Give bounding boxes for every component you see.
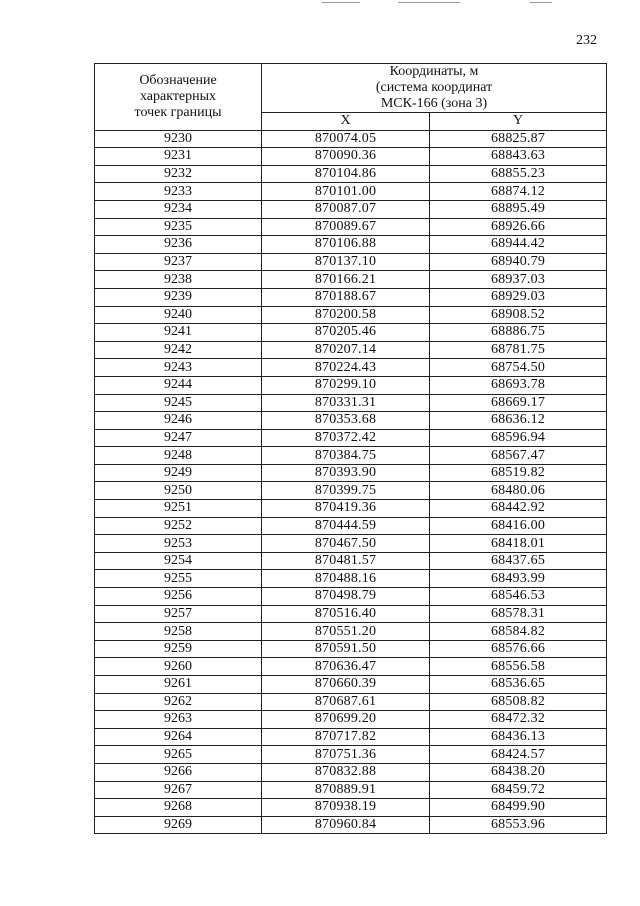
- y-cell: 68442.92: [430, 500, 607, 518]
- x-cell: 870087.07: [262, 200, 430, 218]
- y-cell: 68940.79: [430, 253, 607, 271]
- top-scan-rule: [398, 2, 460, 3]
- top-scan-rule: [530, 2, 552, 3]
- point-cell: 9230: [95, 130, 262, 148]
- header-point-line: Обозначение: [139, 72, 217, 88]
- table-row: [95, 588, 607, 606]
- x-cell: 870104.86: [262, 165, 430, 183]
- x-cell: 870960.84: [262, 816, 430, 834]
- table-row: [95, 464, 607, 482]
- y-cell: 68556.58: [430, 658, 607, 676]
- table-row: [95, 623, 607, 641]
- table-row: [95, 482, 607, 500]
- point-cell: 9256: [95, 588, 262, 606]
- x-cell: 870399.75: [262, 482, 430, 500]
- table-row: [95, 253, 607, 271]
- header-coords-line: (система координат: [375, 80, 493, 95]
- x-cell: 870889.91: [262, 781, 430, 799]
- y-cell: 68459.72: [430, 781, 607, 799]
- table-row: [95, 676, 607, 694]
- y-cell: 68493.99: [430, 570, 607, 588]
- point-cell: 9231: [95, 148, 262, 166]
- point-cell: 9248: [95, 447, 262, 465]
- x-cell: 870498.79: [262, 588, 430, 606]
- coordinates-table: [94, 63, 607, 834]
- y-cell: 68438.20: [430, 763, 607, 781]
- point-cell: 9241: [95, 324, 262, 342]
- table-row: [95, 183, 607, 201]
- y-cell: 68693.78: [430, 376, 607, 394]
- y-cell: 68576.66: [430, 640, 607, 658]
- table-row: [95, 165, 607, 183]
- y-cell: 68508.82: [430, 693, 607, 711]
- y-cell: 68584.82: [430, 623, 607, 641]
- x-cell: 870137.10: [262, 253, 430, 271]
- page-number: 232: [576, 33, 597, 48]
- y-cell: 68499.90: [430, 799, 607, 817]
- x-cell: 870205.46: [262, 324, 430, 342]
- header-y: Y: [430, 113, 607, 131]
- point-cell: 9244: [95, 376, 262, 394]
- table-row: [95, 130, 607, 148]
- point-cell: 9250: [95, 482, 262, 500]
- y-cell: 68781.75: [430, 341, 607, 359]
- point-cell: 9257: [95, 605, 262, 623]
- x-cell: 870166.21: [262, 271, 430, 289]
- point-cell: 9254: [95, 552, 262, 570]
- table-row: [95, 148, 607, 166]
- y-cell: 68636.12: [430, 412, 607, 430]
- point-cell: 9258: [95, 623, 262, 641]
- x-cell: 870591.50: [262, 640, 430, 658]
- point-cell: 9243: [95, 359, 262, 377]
- x-cell: 870207.14: [262, 341, 430, 359]
- point-cell: 9259: [95, 640, 262, 658]
- table-row: [95, 693, 607, 711]
- header-point-designation: [95, 64, 262, 131]
- y-cell: 68519.82: [430, 464, 607, 482]
- top-scan-rule: [322, 2, 360, 3]
- point-cell: 9255: [95, 570, 262, 588]
- point-cell: 9260: [95, 658, 262, 676]
- point-cell: 9245: [95, 394, 262, 412]
- table-row: [95, 218, 607, 236]
- x-cell: 870089.67: [262, 218, 430, 236]
- table-row: [95, 412, 607, 430]
- y-cell: 68825.87: [430, 130, 607, 148]
- table-row: [95, 552, 607, 570]
- point-cell: 9268: [95, 799, 262, 817]
- table-row: [95, 799, 607, 817]
- x-cell: 870516.40: [262, 605, 430, 623]
- x-cell: 870938.19: [262, 799, 430, 817]
- x-cell: 870551.20: [262, 623, 430, 641]
- y-cell: 68546.53: [430, 588, 607, 606]
- table-row: [95, 447, 607, 465]
- y-cell: 68843.63: [430, 148, 607, 166]
- table-row: [95, 376, 607, 394]
- table-row: [95, 816, 607, 834]
- x-cell: 870372.42: [262, 429, 430, 447]
- table-row: [95, 728, 607, 746]
- y-cell: 68436.13: [430, 728, 607, 746]
- table-row: [95, 429, 607, 447]
- x-cell: 870074.05: [262, 130, 430, 148]
- point-cell: 9251: [95, 500, 262, 518]
- y-cell: 68480.06: [430, 482, 607, 500]
- table-header: [95, 64, 607, 131]
- y-cell: 68472.32: [430, 711, 607, 729]
- table-row: [95, 658, 607, 676]
- header-coords-line: Координаты, м: [389, 64, 479, 79]
- y-cell: 68553.96: [430, 816, 607, 834]
- y-cell: 68416.00: [430, 517, 607, 535]
- y-cell: 68908.52: [430, 306, 607, 324]
- header-point-line: точек границы: [134, 104, 222, 120]
- y-cell: 68424.57: [430, 746, 607, 764]
- y-cell: 68567.47: [430, 447, 607, 465]
- table-row: [95, 763, 607, 781]
- point-cell: 9266: [95, 763, 262, 781]
- x-cell: 870384.75: [262, 447, 430, 465]
- x-cell: 870090.36: [262, 148, 430, 166]
- y-cell: 68855.23: [430, 165, 607, 183]
- x-cell: 870353.68: [262, 412, 430, 430]
- table-row: [95, 324, 607, 342]
- table-row: [95, 517, 607, 535]
- table-row: [95, 341, 607, 359]
- y-cell: 68669.17: [430, 394, 607, 412]
- table-row: [95, 288, 607, 306]
- x-cell: 870481.57: [262, 552, 430, 570]
- point-cell: 9264: [95, 728, 262, 746]
- y-cell: 68937.03: [430, 271, 607, 289]
- y-cell: 68596.94: [430, 429, 607, 447]
- point-cell: 9236: [95, 236, 262, 254]
- x-cell: 870419.36: [262, 500, 430, 518]
- point-cell: 9253: [95, 535, 262, 553]
- point-cell: 9237: [95, 253, 262, 271]
- x-cell: 870832.88: [262, 763, 430, 781]
- x-cell: 870299.10: [262, 376, 430, 394]
- x-cell: 870488.16: [262, 570, 430, 588]
- y-cell: 68437.65: [430, 552, 607, 570]
- table-row: [95, 306, 607, 324]
- header-point-line: характерных: [139, 88, 217, 104]
- x-cell: 870467.50: [262, 535, 430, 553]
- x-cell: 870393.90: [262, 464, 430, 482]
- table-body: [95, 130, 607, 834]
- table-row: [95, 640, 607, 658]
- x-cell: 870188.67: [262, 288, 430, 306]
- y-cell: 68578.31: [430, 605, 607, 623]
- table-row: [95, 605, 607, 623]
- table-row: [95, 200, 607, 218]
- header-coords-line: МСК-166 (зона 3): [380, 96, 488, 111]
- table-row: [95, 394, 607, 412]
- point-cell: 9252: [95, 517, 262, 535]
- y-cell: 68895.49: [430, 200, 607, 218]
- y-cell: 68926.66: [430, 218, 607, 236]
- point-cell: 9267: [95, 781, 262, 799]
- x-cell: 870101.00: [262, 183, 430, 201]
- x-cell: 870699.20: [262, 711, 430, 729]
- y-cell: 68418.01: [430, 535, 607, 553]
- point-cell: 9234: [95, 200, 262, 218]
- point-cell: 9232: [95, 165, 262, 183]
- point-cell: 9262: [95, 693, 262, 711]
- y-cell: 68929.03: [430, 288, 607, 306]
- point-cell: 9242: [95, 341, 262, 359]
- header-x: X: [262, 113, 430, 131]
- x-cell: 870224.43: [262, 359, 430, 377]
- table-row: [95, 359, 607, 377]
- point-cell: 9238: [95, 271, 262, 289]
- table-row: [95, 271, 607, 289]
- header-row-main: [95, 64, 607, 113]
- point-cell: 9265: [95, 746, 262, 764]
- x-cell: 870687.61: [262, 693, 430, 711]
- y-cell: 68754.50: [430, 359, 607, 377]
- x-cell: 870751.36: [262, 746, 430, 764]
- point-cell: 9249: [95, 464, 262, 482]
- y-cell: 68944.42: [430, 236, 607, 254]
- point-cell: 9233: [95, 183, 262, 201]
- table-row: [95, 236, 607, 254]
- table-row: [95, 535, 607, 553]
- point-cell: 9246: [95, 412, 262, 430]
- point-cell: 9247: [95, 429, 262, 447]
- y-cell: 68886.75: [430, 324, 607, 342]
- point-cell: 9239: [95, 288, 262, 306]
- table-row: [95, 500, 607, 518]
- x-cell: 870636.47: [262, 658, 430, 676]
- y-cell: 68536.65: [430, 676, 607, 694]
- x-cell: 870717.82: [262, 728, 430, 746]
- point-cell: 9240: [95, 306, 262, 324]
- table-row: [95, 746, 607, 764]
- x-cell: 870660.39: [262, 676, 430, 694]
- point-cell: 9261: [95, 676, 262, 694]
- table-row: [95, 781, 607, 799]
- x-cell: 870444.59: [262, 517, 430, 535]
- point-cell: 9269: [95, 816, 262, 834]
- table-row: [95, 570, 607, 588]
- header-coordinates: [262, 64, 607, 113]
- x-cell: 870200.58: [262, 306, 430, 324]
- x-cell: 870106.88: [262, 236, 430, 254]
- y-cell: 68874.12: [430, 183, 607, 201]
- x-cell: 870331.31: [262, 394, 430, 412]
- table-row: [95, 711, 607, 729]
- point-cell: 9263: [95, 711, 262, 729]
- point-cell: 9235: [95, 218, 262, 236]
